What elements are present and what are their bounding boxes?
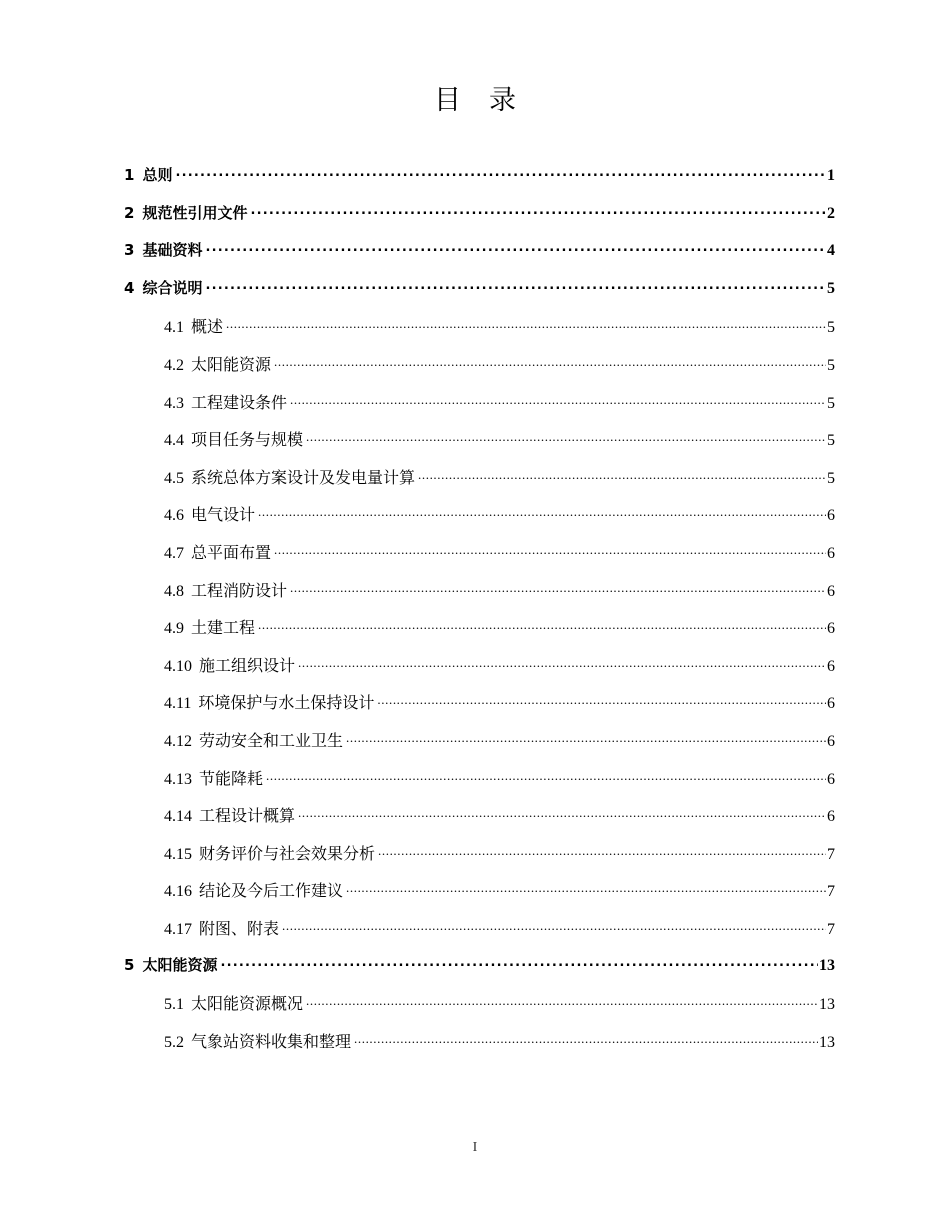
toc-entry-number: 4.12: [164, 733, 192, 750]
toc-entry-page: 6: [827, 733, 835, 750]
dot-leader: [378, 843, 826, 859]
dot-leader: [175, 165, 826, 180]
toc-entry-page: 5: [827, 469, 835, 487]
dot-leader: [418, 467, 826, 483]
dot-leader: [205, 240, 826, 255]
toc-entry-title: 总平面布置: [191, 545, 272, 562]
toc-entry-title: 总则: [142, 166, 173, 184]
toc-entry-number: 4.11: [164, 695, 192, 713]
toc-entry[interactable]: [164, 1029, 835, 1055]
dot-leader: [274, 542, 826, 558]
toc-entry-number: 4.17: [164, 921, 192, 938]
toc-entry-title: 气象站资料收集和整理: [191, 1033, 352, 1051]
dot-leader: [298, 805, 826, 821]
toc-entry[interactable]: [164, 502, 835, 528]
toc-entry-page: 6: [827, 582, 835, 600]
toc-entry[interactable]: [164, 427, 835, 453]
toc-entry-page: 6: [827, 695, 835, 713]
toc-entry-number: 4: [124, 278, 135, 297]
toc-entry-page: 6: [827, 657, 835, 675]
dot-leader: [258, 617, 826, 633]
page-number: I: [472, 1140, 478, 1155]
dot-leader: [346, 880, 826, 896]
toc-entry[interactable]: [164, 314, 835, 340]
toc-entry-page: 7: [827, 883, 835, 901]
toc-entry-number: 4.6: [164, 507, 184, 525]
toc-entry[interactable]: [164, 390, 835, 416]
toc-entry-title: 财务评价与社会效果分析: [199, 845, 376, 863]
toc-entry[interactable]: [124, 202, 835, 228]
toc-entry-page: 4: [827, 242, 835, 260]
dot-leader: [298, 655, 826, 671]
toc-entry[interactable]: [164, 916, 835, 942]
dot-leader: [354, 1031, 818, 1047]
dot-leader: [274, 354, 826, 370]
toc-entry-number: 4.7: [164, 545, 184, 562]
toc-entry-page: 5: [827, 394, 835, 412]
dot-leader: [220, 955, 818, 970]
toc-entry-title: 项目任务与规模: [191, 432, 304, 450]
toc-entry[interactable]: [164, 653, 835, 679]
toc-entry-title: 太阳能资源: [142, 955, 218, 974]
toc-entry-number: 4.16: [164, 883, 192, 901]
toc-entry[interactable]: [164, 690, 835, 716]
toc-entry-page: 5: [827, 432, 835, 450]
toc-entry[interactable]: [164, 578, 835, 604]
toc-entry-page: 6: [827, 620, 835, 638]
dot-leader: [258, 504, 826, 520]
toc-entry-number: 4.10: [164, 657, 192, 675]
toc-entry-number: 4.3: [164, 394, 184, 412]
toc-entry-title: 劳动安全和工业卫生: [199, 733, 344, 750]
toc-entry[interactable]: [164, 352, 835, 378]
toc-entry-title: 太阳能资源概况: [191, 996, 304, 1014]
toc-entry-title: 太阳能资源: [191, 357, 272, 374]
toc-entry-title: 工程消防设计: [191, 582, 288, 600]
toc-entry-number: 5.1: [164, 996, 184, 1014]
toc-entry[interactable]: [164, 615, 835, 641]
toc-entry-number: 5: [124, 955, 135, 974]
toc-entry-page: 13: [819, 1033, 835, 1051]
toc-entry-page: 1: [827, 167, 835, 184]
toc-entry-title: 施工组织设计: [199, 657, 296, 675]
toc-entry-number: 1: [124, 166, 135, 184]
toc-entry-title: 土建工程: [191, 620, 256, 638]
dot-leader: [306, 993, 818, 1009]
toc-entry-page: 6: [827, 507, 835, 525]
toc-entry[interactable]: [124, 277, 835, 303]
toc-entry[interactable]: [164, 766, 835, 792]
toc-entry-page: 6: [827, 808, 835, 826]
toc-entry[interactable]: [164, 841, 835, 867]
toc-entry-title: 工程建设条件: [191, 394, 288, 412]
dot-leader: [226, 316, 826, 332]
toc-entry-page: 13: [819, 956, 835, 974]
toc-entry-page: 7: [827, 921, 835, 938]
toc-entry-number: 2: [124, 203, 135, 222]
toc-entry-number: 4.8: [164, 582, 184, 600]
dot-leader: [282, 918, 826, 934]
toc-entry-number: 4.13: [164, 770, 192, 788]
toc-entry-page: 6: [827, 545, 835, 562]
toc-entry[interactable]: [164, 991, 835, 1017]
dot-leader: [290, 392, 826, 408]
page-title: 目录: [434, 85, 544, 116]
toc-entry-number: 3: [124, 241, 135, 260]
toc-entry[interactable]: [124, 954, 835, 980]
toc-entry[interactable]: [124, 164, 835, 190]
toc-entry-title: 节能降耗: [199, 770, 264, 788]
toc-entry-number: 4.14: [164, 808, 192, 826]
dot-leader: [266, 768, 826, 784]
toc-entry-title: 结论及今后工作建议: [199, 883, 344, 901]
toc-entry-title: 工程设计概算: [199, 808, 296, 826]
toc-entry-number: 4.1: [164, 319, 184, 337]
toc-entry-title: 概述: [191, 319, 224, 337]
toc-entry-title: 电气设计: [191, 507, 256, 525]
toc-entry-number: 4.4: [164, 432, 184, 450]
toc-entry-page: 7: [827, 845, 835, 863]
toc-entry[interactable]: [164, 540, 835, 566]
dot-leader: [205, 278, 826, 293]
toc-entry-title: 附图、附表: [199, 921, 280, 938]
dot-leader: [290, 580, 826, 596]
toc-entry-title: 综合说明: [142, 278, 203, 297]
toc-entry-page: 5: [827, 357, 835, 374]
dot-leader: [306, 429, 826, 445]
toc-entry-number: 5.2: [164, 1033, 184, 1051]
toc-entry-title: 基础资料: [142, 241, 203, 260]
toc-entry-number: 4.5: [164, 469, 184, 487]
toc-entry[interactable]: [164, 803, 835, 829]
toc-entry[interactable]: [124, 239, 835, 265]
toc-entry-title: 规范性引用文件: [142, 203, 248, 222]
toc-entry-page: 2: [827, 204, 835, 222]
toc-entry-title: 环境保护与水土保持设计: [198, 695, 375, 713]
toc-entry[interactable]: [164, 878, 835, 904]
toc-entry-page: 5: [827, 319, 835, 337]
toc-entry-title: 系统总体方案设计及发电量计算: [191, 469, 416, 487]
toc-entry[interactable]: [164, 728, 835, 754]
toc-entry[interactable]: [164, 465, 835, 491]
dot-leader: [346, 730, 826, 746]
toc-entry-page: 6: [827, 770, 835, 788]
toc-entry-page: 5: [827, 279, 835, 297]
dot-leader: [250, 203, 826, 218]
toc-entry-number: 4.9: [164, 620, 184, 638]
toc-entry-number: 4.2: [164, 357, 184, 374]
toc-entry-page: 13: [819, 996, 835, 1014]
dot-leader: [377, 692, 826, 708]
toc-entry-number: 4.15: [164, 845, 192, 863]
